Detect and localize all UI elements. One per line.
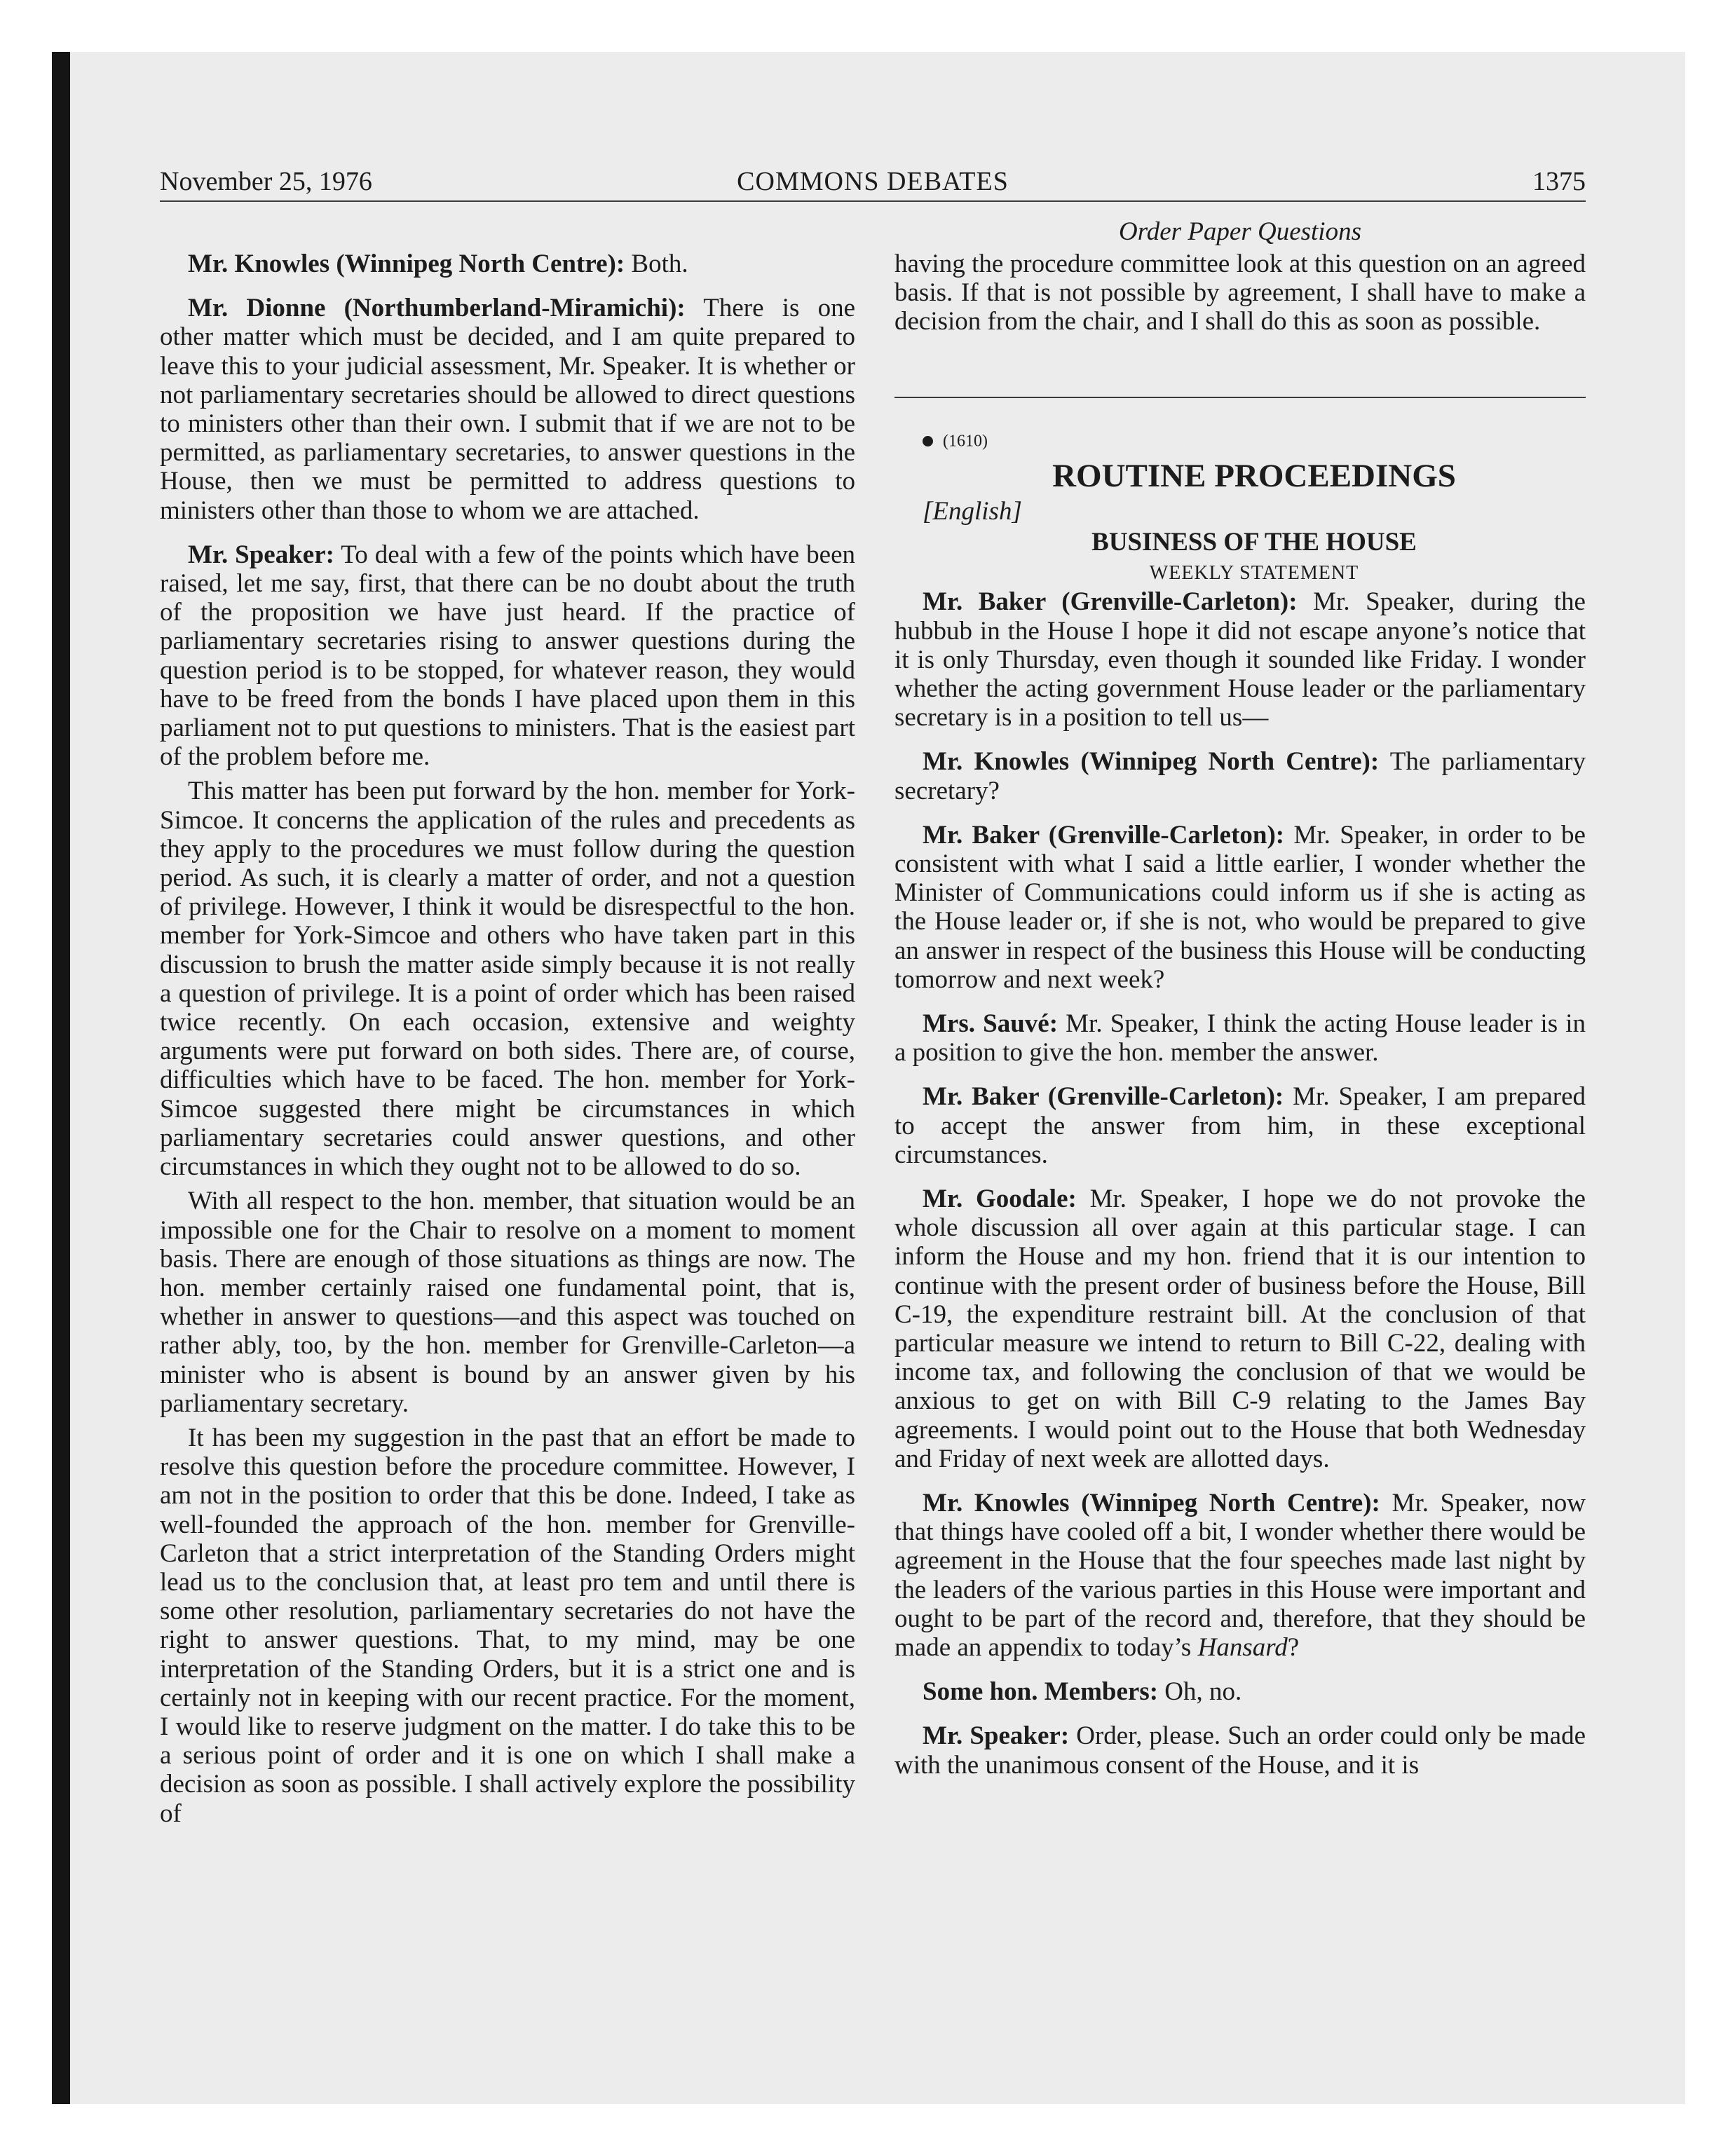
speech-text: Mr. Speaker, I think the acting House leader is in a position to give the hon. member the answer. <box>894 1009 1586 1067</box>
speech-paragraph <box>894 1489 1586 1662</box>
speaker-name: Mr. Speaker: <box>188 540 334 569</box>
speech-text: Oh, no. <box>1158 1677 1242 1707</box>
speech-paragraph <box>160 540 855 772</box>
speaker-name: Mrs. Sauvé: <box>923 1009 1059 1038</box>
continued-paragraph: having the procedure committee look at this question on an agreed basis. If that is not possible by agreement, I shall have to make a decision from the chair, and I shall do this as soon as possible. <box>894 250 1586 336</box>
speech-paragraph <box>894 1185 1586 1473</box>
speech-text: Mr. Speaker, now that things have cooled off a bit, I wonder whether there would be agreement in the House that the four speeches made last night by the leaders of the various parties in this House were important and ought to be part of the record and, therefore, that they should be made an appendix to today’s <box>894 1488 1586 1662</box>
speaker-name: Mr. Goodale: <box>923 1184 1077 1213</box>
running-header <box>160 163 1586 202</box>
language-tag: [English] <box>923 497 1022 526</box>
speech-paragraph <box>894 821 1586 994</box>
section-tag: Order Paper Questions <box>1119 217 1361 246</box>
speaker-name: Mr. Knowles (Winnipeg North Centre): <box>923 1488 1380 1517</box>
speech-text: There is one other matter which must be decided, and I am quite prepared to leave this to your judicial assessment, Mr. Speaker. It is whether or not parliamentary secretaries should be allowed to direct questions to ministers other than their own. I submit that if we are not to be permitted, as parliamentary secretaries, to answer questions in the House, then we must be permitted to address questions to ministers other than those to whom we are attached. <box>160 294 855 525</box>
body-paragraph: It has been my suggestion in the past that an effort be made to resolve this question before the procedure committee. However, I am not in the position to order that this be done. Indeed, I take as well-founded the approach of the hon. member for Grenville-Carleton that a strict interpretation of the Standing Orders might lead us to the conclusion that, at least pro tem and until there is some other resolution, parliamentary secretaries do not have the right to answer questions. That, to my mind, may be one interpretation of the Standing Orders, but it is a strict one and is certainly not in keeping with our recent practice. For the moment, I would like to reserve judgment on the matter. I do take this to be a serious point of order and it is one on which I shall make a decision as soon as possible. I shall actively explore the possibility of <box>160 1423 855 1828</box>
page-number: 1375 <box>1532 167 1586 196</box>
body-paragraph: With all respect to the hon. member, that situation would be an impossible one for the Chair to resolve on a moment to moment basis. There are enough of those situations as things are now. The hon. member certainly raised one fundamental point, that is, whether in answer to questions—and this aspect was touched on rather ably, too, by the hon. member for Grenville-Carleton—a minister who is absent is bound by an answer given by his parliamentary secretary. <box>160 1187 855 1418</box>
speaker-name: Mr. Knowles (Winnipeg North Centre): <box>923 747 1380 777</box>
speech-text: Mr. Speaker, during the hubbub in the House I hope it did not escape anyone’s notice that it is only Thursday, even though it sounded like Friday. I wonder whether the acting government House leader or the parliamentary secretary is in a position to tell us— <box>894 587 1586 732</box>
speaker-name: Mr. Dionne (Northumberland-Miramichi): <box>188 294 686 323</box>
speaker-name: Mr. Baker (Grenville-Carleton): <box>923 587 1298 617</box>
speech-text: Mr. Speaker, I am prepared to accept the answer from him, in these exceptional circumstances. <box>894 1082 1586 1169</box>
bullet-icon <box>923 436 933 446</box>
speech-paragraph <box>160 294 855 525</box>
speech-text-tail: ? <box>1287 1633 1300 1662</box>
speaker-name: Some hon. Members: <box>923 1677 1159 1707</box>
speech-paragraph <box>894 1009 1586 1067</box>
speech-text: To deal with a few of the points which have been raised, let me say, first, that there can be no doubt about the truth of the proposition we have just heard. If the practice of parliamentary secretaries rising to answer questions during the question period is to be stopped, for whatever reason, they would have to be freed from the bonds I have placed upon them in this parliament not to put questions to ministers. That is the easiest part of the problem before me. <box>160 540 856 772</box>
timestamp <box>894 426 1586 455</box>
header-date: November 25, 1976 <box>160 167 372 196</box>
speech-paragraph <box>894 587 1586 732</box>
speaker-name: Mr. Baker (Grenville-Carleton): <box>923 1082 1284 1112</box>
body-paragraph: This matter has been put forward by the hon. member for York-Simcoe. It concerns the application of the rules and precedents as they apply to the procedures we must follow during the question period. As such, it is clearly a matter of order, and not a question of privilege. However, I think it would be disrespectful to the hon. member for York-Simcoe and others who have taken part in this discussion to brush the matter aside simply because it is not really a question of privilege. It is a point of order which has been raised twice recently. On each occasion, extensive and weighty arguments were put forward on both sides. There are, of course, difficulties which have to be faced. The hon. member for York-Simcoe suggested there might be circumstances in which parliamentary secretaries could answer questions, and other circumstances in which they ought not to be allowed to do so. <box>160 777 855 1182</box>
speech-text: Both. <box>625 250 688 278</box>
speech-text: Mr. Speaker, I hope we do not provoke the whole discussion all over again at this particular stage. I can inform the House and my hon. friend that it is our intention to continue with the present order of business before the House, Bill C-19, the expenditure restraint bill. At the conclusion of that particular measure we intend to return to Bill C-22, dealing with income tax, and following the conclusion of that we would be anxious to get on with Bill C-9 relating to the James Bay agreements. I would point out to the House that both Wednesday and Friday of next week are allotted days. <box>894 1184 1586 1473</box>
speech-text: The parliamentary secretary? <box>894 747 1586 805</box>
right-column <box>894 250 1586 1780</box>
speech-paragraph <box>894 1082 1586 1169</box>
publication-title: Hansard <box>1197 1633 1288 1662</box>
subsection-subheading: WEEKLY STATEMENT <box>1149 562 1359 585</box>
speech-text: Order, please. Such an order could only be made with the unanimous consent of the House, and it is <box>894 1721 1586 1780</box>
section-divider <box>894 397 1586 398</box>
scan-border <box>52 52 70 2104</box>
header-title: COMMONS DEBATES <box>737 167 1009 196</box>
speech-paragraph <box>894 1677 1586 1706</box>
timestamp-text: (1610) <box>943 432 988 451</box>
speech-text: Mr. Speaker, in order to be consistent with what I said a little earlier, I wonder whether the Minister of Communications could inform us if she is acting as the House leader or, if she is not, who would be prepared to give an answer in respect of the business this House will be conducting tomorrow and next week? <box>894 820 1586 994</box>
speaker-name: Mr. Speaker: <box>923 1721 1070 1751</box>
section-heading: ROUTINE PROCEEDINGS <box>1052 458 1456 495</box>
speech-paragraph <box>894 747 1586 805</box>
speech-paragraph <box>160 250 855 278</box>
speaker-name: Mr. Baker (Grenville-Carleton): <box>923 820 1285 850</box>
left-column <box>160 250 855 1828</box>
speech-paragraph <box>894 1721 1586 1779</box>
subsection-heading: BUSINESS OF THE HOUSE <box>1091 528 1417 557</box>
speaker-name: Mr. Knowles (Winnipeg North Centre): <box>188 250 625 278</box>
